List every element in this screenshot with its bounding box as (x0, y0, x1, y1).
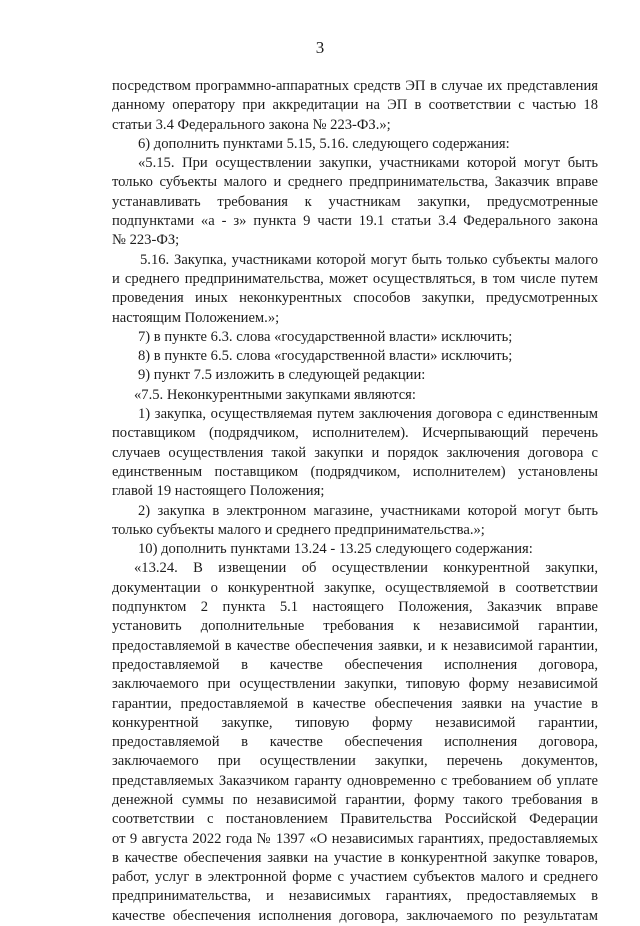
text-line: конкурентной закупке, типовую форму независимой гарантии, (112, 714, 598, 731)
text-line: поставщиком (подрядчиком, исполнителем). Исчерпывающий перечень (112, 425, 598, 442)
paragraph-p10 (112, 502, 598, 541)
paragraph-p11 (112, 540, 598, 559)
text-line: случаев осуществления такой закупки и порядок заключения договора с (112, 444, 598, 461)
text-line: качестве обеспечения исполнения договора, заключаемого по результатам (112, 907, 598, 924)
text-line: только субъекты малого и среднего предпринимательства.»; (112, 521, 485, 538)
text-line: 5.16. Закупка, участниками которой могут быть только субъекты малого (140, 251, 598, 268)
text-line: главой 19 настоящего Положения; (112, 483, 325, 500)
text-line: посредством программно-аппаратных средств ЭП в случае их представления (112, 78, 598, 94)
text-line: проведения иных неконкурентных способов закупки, предусмотренных (112, 290, 598, 307)
text-line: только субъекты малого и среднего предпринимательства, Заказчик вправе (112, 174, 598, 191)
text-line: от 9 августа 2022 года № 1397 «О независимых гарантиях, предоставляемых (112, 830, 598, 847)
paragraph-p8 (112, 386, 598, 405)
text-line: 2) закупка в электронном магазине, участниками которой могут быть (138, 502, 598, 519)
text-line: 1) закупка, осуществляемая путем заключения договора с единственным (138, 406, 598, 423)
paragraph-p6 (112, 347, 598, 366)
text-line: «5.15. При осуществлении закупки, участниками которой могут быть (138, 155, 598, 172)
text-line: в качестве обеспечения заявки на участие в конкурентной закупке товаров, (112, 849, 598, 866)
text-line: «7.5. Неконкурентными закупками являются: (134, 386, 416, 403)
text-line: предоставляемой в качестве обеспечения исполнения договора, (112, 734, 598, 751)
text-line: «13.24. В извещении об осуществлении конкурентной закупки, (134, 560, 598, 577)
text-line: гарантии, предоставляемой в качестве обеспечения заявки на участие в (112, 695, 598, 712)
text-line: и среднего предпринимательства, может осуществляться, в том числе путем (112, 270, 598, 287)
text-line: устанавливать требования к участникам закупки, предусмотренные (112, 193, 598, 210)
document-body (112, 77, 598, 926)
text-line: единственным поставщиком (подрядчиком, исполнителем) установлены (112, 463, 598, 480)
paragraph-p9 (112, 405, 598, 501)
text-line: статьи 3.4 Федерального закона № 223-ФЗ.»; (112, 116, 391, 133)
paragraph-p3 (112, 154, 598, 250)
paragraph-p2 (112, 135, 598, 154)
text-line: подпунктами «а - з» пункта 9 части 19.1 статьи 3.4 Федерального закона (112, 213, 598, 230)
text-line: 6) дополнить пунктами 5.15, 5.16. следующего содержания: (138, 135, 510, 152)
paragraph-p4 (112, 251, 598, 328)
text-line: подпунктом 2 пункта 5.1 настоящего Положения, Заказчик вправе (112, 599, 598, 616)
paragraph-p5 (112, 328, 598, 347)
text-line: предоставляемой в качестве обеспечения исполнения договора, (112, 656, 598, 673)
paragraph-p1 (112, 77, 598, 135)
text-line: работ, услуг в электронной форме с участием субъектов малого и среднего (112, 869, 598, 886)
text-line: настоящим Положением.»; (112, 309, 280, 326)
text-line: соответствии с постановлением Правительства Российской Федерации (112, 811, 598, 828)
page-number: 3 (315, 38, 325, 57)
text-line: данному оператору при аккредитации на ЭП в соответствии с частью 18 (112, 97, 598, 114)
text-line: 7) в пункте 6.3. слова «государственной власти» исключить; (138, 328, 513, 345)
text-line: документации о конкурентной закупке, осуществляемой в соответствии (112, 579, 598, 596)
text-line: заключаемого при осуществлении закупки, перечень документов, (112, 753, 598, 770)
text-line: 9) пункт 7.5 изложить в следующей редакции: (138, 367, 426, 384)
text-line: представляемых Заказчиком гаранту одновременно с требованием об уплате (112, 772, 598, 789)
text-line: 10) дополнить пунктами 13.24 - 13.25 следующего содержания: (138, 541, 533, 558)
paragraph-p7 (112, 366, 598, 385)
text-line: предоставляемой в качестве обеспечения заявки, и к независимой гарантии, (112, 637, 598, 654)
text-line: заключаемого при осуществлении закупки, типовую форму независимой (112, 676, 598, 693)
text-line: установить дополнительные требования к независимой гарантии, (112, 618, 598, 635)
text-line: № 223-ФЗ; (112, 232, 180, 249)
text-line: 8) в пункте 6.5. слова «государственной власти» исключить; (138, 348, 513, 365)
paragraph-p12 (112, 559, 598, 926)
text-line: предпринимательства, и независимых гарантиях, предоставляемых в (112, 888, 598, 905)
text-line: денежной суммы по независимой гарантии, форму такого требования в (112, 791, 598, 808)
